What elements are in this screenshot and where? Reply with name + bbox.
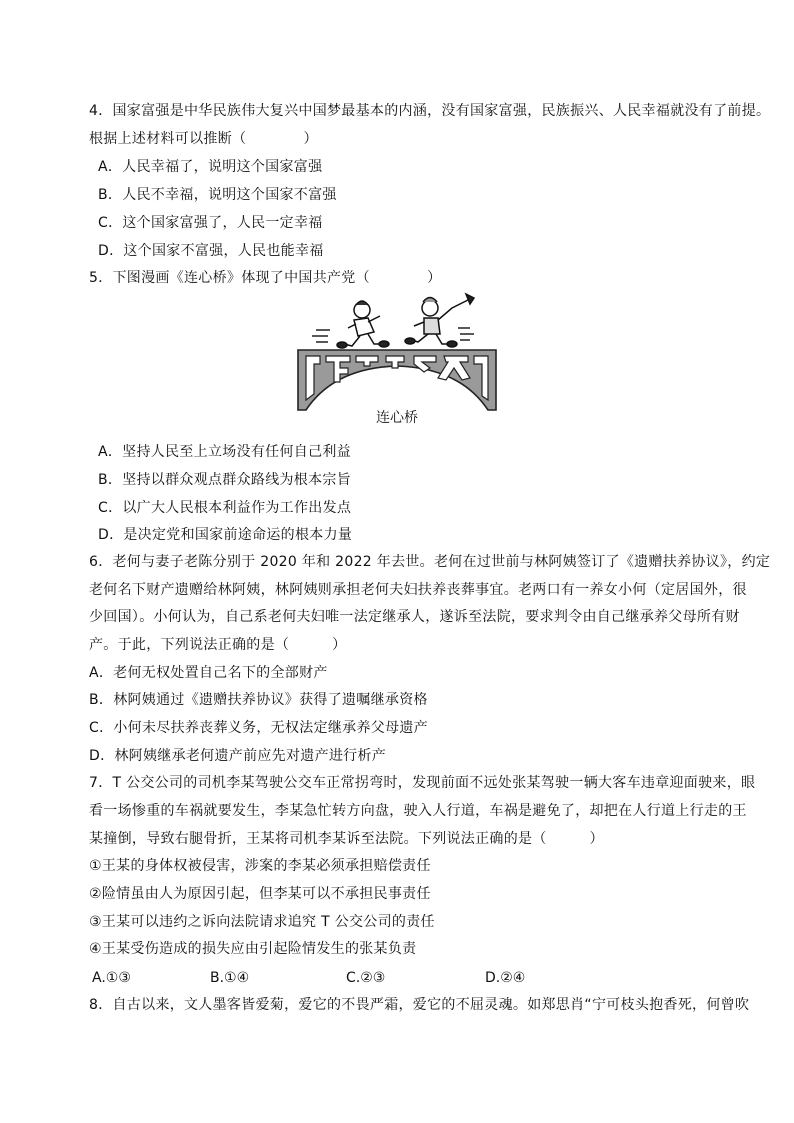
cartoon-caption: 连心桥 [376, 410, 418, 426]
q7-statement-1: ①王某的身体权被侵害，涉案的李某必须承担赔偿责任 [89, 858, 431, 874]
q4-option-d: D．这个国家不富强，人民也能幸福 [98, 243, 324, 259]
q7-stem-line-3: 某撞倒，导致右腿骨折，王某将司机李某诉至法院。下列说法正确的是（ ） [89, 831, 604, 847]
q6-option-c: C．小何未尽扶养丧葬义务，无权法定继承养父母遗产 [89, 720, 428, 736]
bridge-cartoon-image [290, 292, 504, 416]
q4-stem-line-2: 根据上述材料可以推断（ ） [89, 131, 318, 147]
q7-statement-2: ②险情虽由人为原因引起，但李某可以不承担民事责任 [89, 886, 431, 902]
q6-option-b: B．林阿姨通过《遗赠扶养协议》获得了遗嘱继承资格 [89, 692, 428, 708]
q4-option-a: A．人民幸福了，说明这个国家富强 [98, 159, 323, 175]
q6-stem-line-4: 产。于此，下列说法正确的是（ ） [89, 637, 347, 653]
q6-option-a: A．老何无权处置自己名下的全部财产 [89, 665, 328, 681]
q7-stem-line-1: 7．T 公交公司的司机李某驾驶公交车正常拐弯时，发现前面不远处张某驾驶一辆大客车违章迎面驶来，眼 [89, 775, 756, 791]
q8-stem-line-1: 8．自古以来，文人墨客皆爱菊，爱它的不畏严霜，爱它的不屈灵魂。如郑思肖“宁可枝头抱香死，何曾吹 [89, 997, 750, 1013]
q6-stem-line-3: 少回国）。小何认为，自己系老何夫妇唯一法定继承人，遂诉至法院，要求判令由自己继承养父母所有财 [89, 609, 740, 625]
q5-option-c: C．以广大人民根本利益作为工作出发点 [98, 500, 352, 516]
q4-stem-line-1: 4．国家富强是中华民族伟大复兴中国梦最基本的内涵，没有国家富强，民族振兴、人民幸福就没有了前提。 [89, 103, 771, 119]
q5-option-a: A．坚持人民至上立场没有任何自己利益 [98, 444, 351, 460]
q7-stem-line-2: 看一场惨重的车祸就要发生，李某急忙转方向盘，驶入人行道，车祸是避免了，却把在人行道上行走的王 [89, 803, 747, 819]
q7-choice-a: A.①③ [92, 970, 131, 986]
q4-option-b: B．人民不幸福，说明这个国家不富强 [98, 187, 337, 203]
q5-stem: 5．下图漫画《连心桥》体现了中国共产党（ ） [89, 270, 442, 286]
q7-choice-c: C.②③ [346, 970, 386, 986]
q6-option-d: D．林阿姨继承老何遗产前应先对遗产进行析产 [89, 748, 387, 764]
q7-statement-3: ③王某可以违约之诉向法院请求追究 T 公交公司的责任 [89, 914, 435, 930]
q6-stem-line-2: 老何名下财产遗赠给林阿姨，林阿姨则承担老何夫妇扶养丧葬事宜。老两口有一养女小何（定居国外，很 [89, 582, 747, 598]
q7-choices [89, 968, 689, 988]
q7-statement-4: ④王某受伤造成的损失应由引起险情发生的张某负责 [89, 941, 417, 957]
q6-stem-line-1: 6．老何与妻子老陈分别于 2020 年和 2022 年去世。老何在过世前与林阿姨签订了《遗赠扶养协议》，约定 [89, 554, 771, 570]
q5-option-d: D．是决定党和国家前途命运的根本力量 [98, 527, 353, 543]
q5-option-b: B．坚持以群众观点群众路线为根本宗旨 [98, 472, 352, 488]
q7-choice-d: D.②④ [485, 970, 526, 986]
q4-option-c: C．这个国家富强了，人民一定幸福 [98, 215, 323, 231]
q7-choice-b: B.①④ [210, 970, 250, 986]
